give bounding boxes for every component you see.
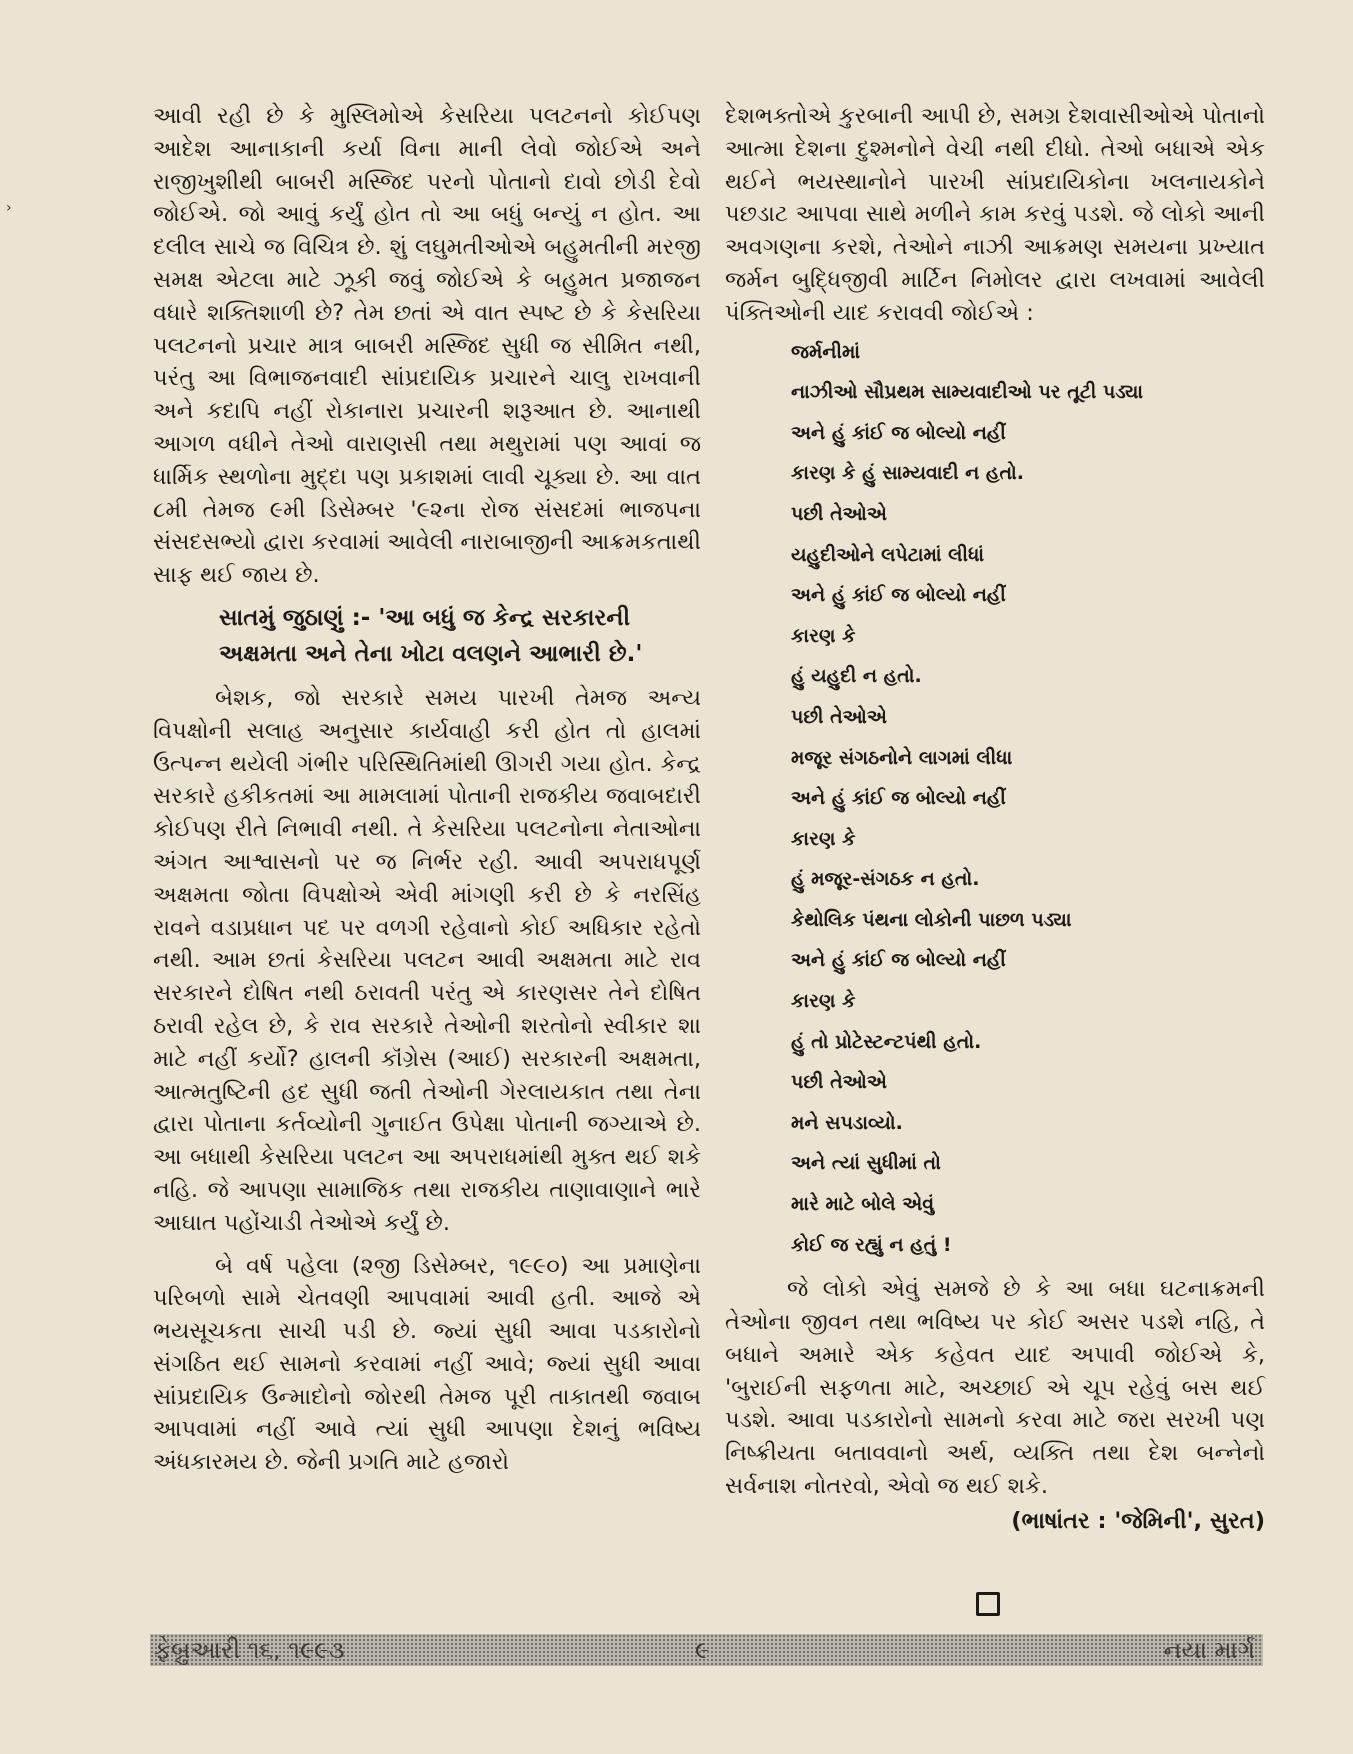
poem-line: યહુદીઓને લપેટામાં લીધાં (791, 543, 985, 566)
poem-line: પછી તેઓએ (791, 502, 887, 525)
poem-line: કારણ કે (791, 990, 856, 1013)
right-column (725, 100, 1265, 1538)
poem-line: અને હું કાંઈ જ બોલ્યો નહીં (791, 949, 1006, 972)
section-heading (153, 600, 701, 672)
poem-line: મજૂર સંગઠનોને લાગમાં લીધા (791, 746, 1013, 769)
section-heading-line-2: અક્ષમતા અને તેના ખોટા વલણને આભારી છે.' (219, 640, 643, 667)
margin-mark: › (6, 200, 12, 216)
page-footer (150, 1634, 1263, 1666)
poem-line: હું મજૂર-સંગઠક ન હતો. (791, 868, 980, 891)
footer-date: ફેબ્રુઆરી ૧૬, ૧૯૯૩ (154, 1636, 345, 1664)
left-column (153, 100, 701, 1479)
poem-line: નાઝીઓ સૌપ્રથમ સામ્યવાદીઓ પર તૂટી પડ્યા (791, 381, 1144, 404)
left-paragraph-3: બે વર્ષ પહેલા (૨જી ડિસેમ્બર, ૧૯૯૦) આ પ્રમાણેના પરિબળો સામે ચેતવણી આપવામાં આવી હતી. આજે એ ભયસૂચકતા સાચી પડી છે. જ્યાં સુધી આવા પડકારોનો સંગઠિત થઈ સામનો કરવામાં નહીં આવે; જ્યાં સુધી આવા સાંપ્રદાયિક ઉન્માદોનો જોરથી તેમજ પૂરી તાકાતથી જવાબ આપવામાં નહીં આવે ત્યાં સુધી આપણા દેશનું ભવિષ્ય અંધકારમય છે. જેની પ્રગતિ માટે હજારો (153, 1252, 701, 1476)
translator-credit: (ભાષાંતર : 'જેમિની', સુરત) (1011, 1507, 1265, 1534)
poem-line: કેથોલિક પંથના લોકોની પાછળ પડ્યા (791, 908, 1072, 931)
right-paragraph-2: જે લોકો એવું સમજે છે કે આ બધા ઘટનાક્રમની તેઓના જીવન તથા ભવિષ્ય પર કોઈ અસર પડશે નહિ, તે બધાને અમારે એક કહેવત યાદ અપાવી જોઈએ કે, 'બુરાઈની સફળતા માટે, અચ્છાઈ એ ચૂપ રહેવું બસ થઈ પડશે. આવા પડકારોનો સામનો કરવા માટે જરા સરખી પણ નિષ્ક્રીયતા બતાવવાનો અર્થ, વ્યક્તિ તથા દેશ બન્નેનો સર્વનાશ નોતરવો, એવો જ થઈ શકે. (725, 1276, 1265, 1500)
poem-line: પછી તેઓએ (791, 1071, 887, 1094)
right-paragraph-1: દેશભક્તોએ કુરબાની આપી છે, સમગ્ર દેશવાસીઓએ પોતાનો આત્મા દેશના દુશ્મનોને વેચી નથી દીધો. તેઓ બધાએ એક થઈને ભયસ્થાનોને પારખી સાંપ્રદાયિકોના ખલનાયકોને પછડાટ આપવા સાથે મળીને કામ કરવું પડશે. જે લોકો આની અવગણના કરશે, તેઓને નાઝી આક્રમણ સમયના પ્રખ્યાત જર્મન બુદ્ધિજીવી માર્ટિન નિમોલર દ્વારા લખવામાં આવેલી પંક્તિઓની યાદ કરાવવી જોઈએ : (725, 103, 1265, 326)
poem-line: અને હું કાંઈ જ બોલ્યો નહીં (791, 584, 1006, 607)
end-of-article-square-icon (976, 1592, 1000, 1616)
poem-line: કોઈ જ રહ્યું ન હતું ! (791, 1233, 952, 1256)
poem-line: કારણ કે (791, 827, 856, 850)
poem-line: અને હું કાંઈ જ બોલ્યો નહીં (791, 421, 1006, 444)
poem (725, 332, 1265, 1266)
footer-page-number: ૯ (695, 1636, 710, 1664)
poem-line: પછી તેઓએ (791, 705, 887, 728)
left-paragraph-1: આવી રહી છે કે મુસ્લિમોએ કેસરિયા પલટનનો કોઈપણ આદેશ આનાકાની કર્યા વિના માની લેવો જોઈએ અને રાજીખુશીથી બાબરી મસ્જિદ પરનો પોતાનો દાવો છોડી દેવો જોઈએ. જો આવું કર્યું હોત તો આ બધું બન્યું ન હોત. આ દલીલ સાચે જ વિચિત્ર છે. શું લઘુમતીઓએ બહુમતીની મરજી સમક્ષ એટલા માટે ઝૂકી જવું જોઈએ કે બહુમત પ્રજાજન વધારે શક્તિશાળી છે? તેમ છતાં એ વાત સ્પષ્ટ છે કે કેસરિયા પલટનનો પ્રચાર માત્ર બાબરી મસ્જિદ સુધી જ સીમિત નથી, પરંતુ આ વિભાજનવાદી સાંપ્રદાયિક પ્રચારને ચાલુ રાખવાની અને કદાપિ નહીં રોકાનારા પ્રચારની શરૂઆત છે. આનાથી આગળ વધીને તેઓ વારાણસી તથા મથુરામાં પણ આવાં જ ધાર્મિક સ્થળોના મુદ્દા પણ પ્રકાશમાં લાવી ચૂક્યા છે. આ વાત ૮મી તેમજ ૯મી ડિસેમ્બર '૯૨ના રોજ સંસદમાં ભાજપના સંસદસભ્યો દ્વારા કરવામાં આવેલી નારાબાજીની આક્રમકતાથી સાફ થઈ જાય છે. (153, 103, 701, 589)
poem-line: કારણ કે હું સામ્યવાદી ન હતો. (791, 462, 1025, 485)
poem-line: મારે માટે બોલે એવું (791, 1193, 935, 1216)
footer-magazine-name: નયા માર્ગ (1163, 1636, 1255, 1664)
left-paragraph-2: બેશક, જો સરકારે સમય પારખી તેમજ અન્ય વિપક્ષોની સલાહ અનુસાર કાર્યવાહી કરી હોત તો હાલમાં ઉત્પન્ન થયેલી ગંભીર પરિસ્થિતિમાંથી ઊગરી ગયા હોત. કેન્દ્ર સરકારે હકીકતમાં આ મામલામાં પોતાની રાજકીય જવાબદારી કોઈપણ રીતે નિભાવી નથી. તે કેસરિયા પલટનોના નેતાઓના અંગત આશ્વાસનો પર જ નિર્ભર રહી. આવી અપરાધપૂર્ણ અક્ષમતા જોતા વિપક્ષોએ એવી માંગણી કરી છે કે નરસિંહ રાવને વડાપ્રધાન પદ પર વળગી રહેવાનો કોઈ અધિકાર રહેતો નથી. આમ છતાં કેસરિયા પલટન આવી અક્ષમતા માટે રાવ સરકારને દોષિત નથી ઠરાવતી પરંતુ એ કારણસર તેને દોષિત ઠરાવી રહેલ છે, કે રાવ સરકારે તેઓની શરતોનો સ્વીકાર શા માટે નહીં કર્યો? હાલની કૉંગ્રેસ (આઈ) સરકારની અક્ષમતા, આત્મતુષ્ટિની હદ સુધી જતી તેઓની ગેરલાયકાત તથા તેના દ્વારા પોતાના કર્તવ્યોની ગુનાઈત ઉપેક્ષા પોતાની જગ્યાએ છે. આ બધાથી કેસરિયા પલટન આ અપરાધમાંથી મુક્ત થઈ શકે નહિ. જે આપણા સામાજિક તથા રાજકીય તાણાવાણાને ભારે આઘાત પહોંચાડી તેઓએ કર્યું છે. (153, 684, 701, 1236)
poem-line: જર્મનીમાં (791, 340, 861, 363)
poem-line: હું તો પ્રોટેસ્ટન્ટપંથી હતો. (791, 1030, 982, 1053)
section-heading-line-1: સાતમું જુઠાણું :- 'આ બધું જ કેન્દ્ર સરકારની (219, 604, 631, 631)
poem-line: કારણ કે (791, 624, 856, 647)
poem-line: મને સપડાવ્યો. (791, 1111, 903, 1134)
poem-line: હું યહુદી ન હતો. (791, 665, 922, 688)
poem-line: અને ત્યાં સુધીમાં તો (791, 1152, 941, 1175)
poem-line: અને હું કાંઈ જ બોલ્યો નહીં (791, 787, 1006, 810)
